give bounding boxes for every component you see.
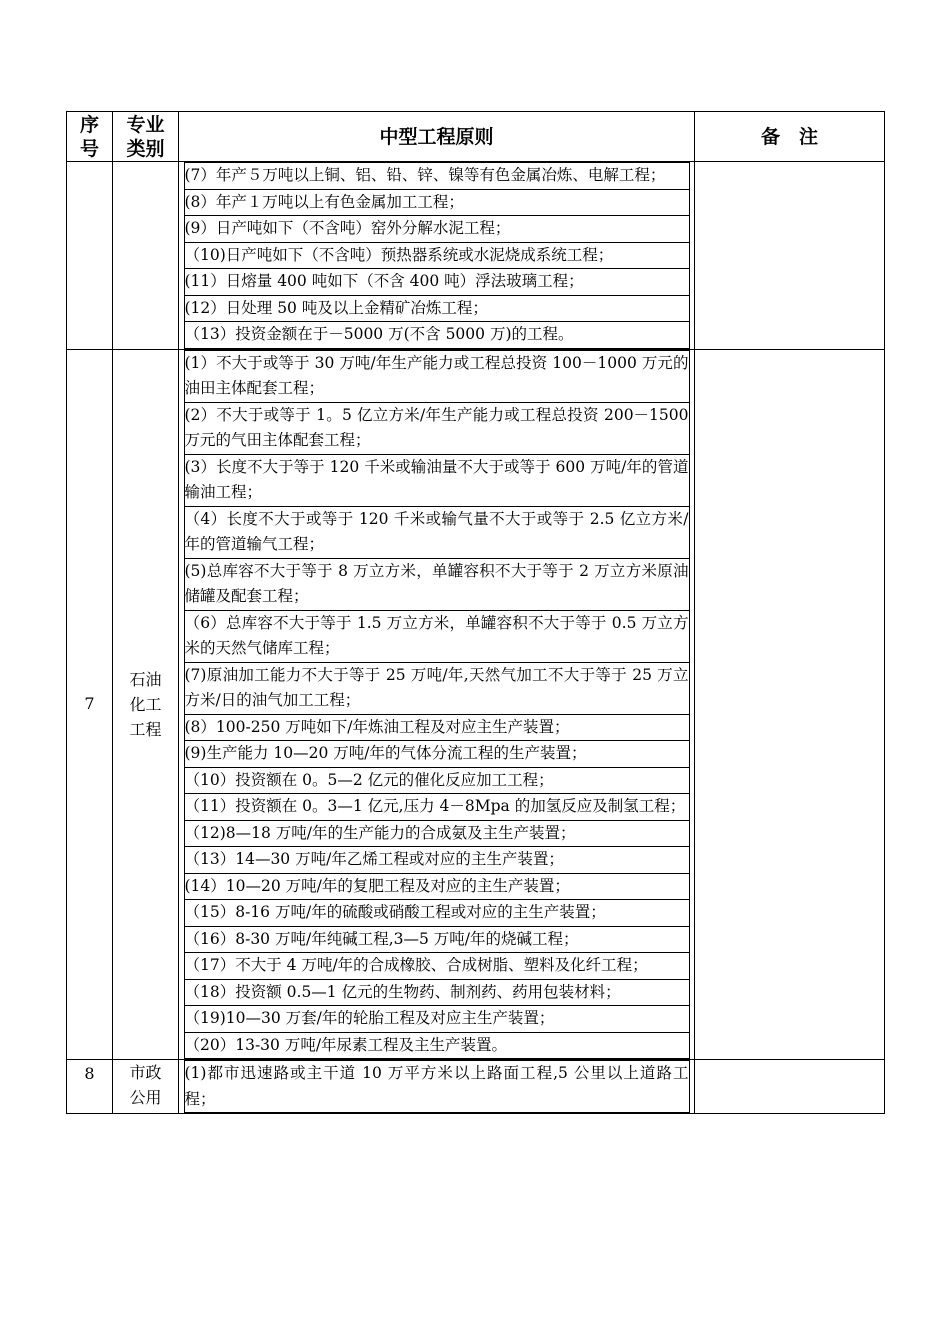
rule-row: [184, 558, 689, 610]
rule-item: (14）10—20 万吨/年的复肥工程及对应的主生产装置；: [184, 873, 689, 900]
rules-list: [184, 162, 690, 349]
section-note: [695, 1060, 885, 1114]
section-row: [67, 162, 885, 350]
rule-row: [184, 189, 689, 216]
rule-item: (7）年产５万吨以上铜、铝、铅、锌、镍等有色金属冶炼、电解工程；: [184, 163, 689, 190]
rule-item: （12)8—18 万吨/年的生产能力的合成氨及主生产装置；: [184, 820, 689, 847]
section-number: 8: [67, 1060, 113, 1114]
rule-row: [184, 350, 689, 402]
rule-row: [184, 610, 689, 662]
rule-row: [184, 322, 689, 349]
rule-row: [184, 926, 689, 953]
rule-item: (8）年产１万吨以上有色金属加工工程；: [184, 189, 689, 216]
rule-row: [184, 847, 689, 874]
rule-item: (8）100-250 万吨如下/年炼油工程及对应主生产装置；: [184, 714, 689, 741]
section-row: [67, 349, 885, 1060]
section-category: [113, 349, 179, 1060]
header-note: 备 注: [695, 112, 885, 162]
rule-row: [184, 820, 689, 847]
rule-item: (3）长度不大于等于 120 千米或输油量不大于或等于 600 万吨/年的管道输油工程；: [184, 454, 689, 506]
section-number: 7: [67, 349, 113, 1060]
section-rules: [179, 162, 695, 350]
rule-item: （6）总库容不大于等于 1.5 万立方米，单罐容积不大于等于 0.5 万立方米的天然气储库工程；: [184, 610, 689, 662]
section-category: [113, 162, 179, 350]
rule-row: [184, 454, 689, 506]
rule-row: [184, 402, 689, 454]
rule-item: （11）投资额在 0。3—1 亿元,压力 4－8Mpa 的加氢反应及制氢工程；: [184, 794, 689, 821]
rule-item: (1)都市迅速路或主干道 10 万平方米以上路面工程,5 公里以上道路工程；: [184, 1061, 689, 1113]
rule-row: [184, 900, 689, 927]
rule-row: [184, 242, 689, 269]
rule-item: （18）投资额 0.5—1 亿元的生物药、制剂药、药用包装材料；: [184, 979, 689, 1006]
table-header-row: [67, 112, 885, 162]
header-rule: 中型工程原则: [179, 112, 695, 162]
rule-item: (9）日产吨如下（不含吨）窑外分解水泥工程；: [184, 216, 689, 243]
rule-item: （16）8-30 万吨/年纯碱工程,3—5 万吨/年的烧碱工程；: [184, 926, 689, 953]
rule-row: [184, 163, 689, 190]
rule-item: （10)日产吨如下（不含吨）预热器系统或水泥烧成系统工程；: [184, 242, 689, 269]
rule-row: [184, 216, 689, 243]
rule-row: [184, 953, 689, 980]
header-num: 序号: [67, 112, 113, 162]
rule-row: [184, 1061, 689, 1113]
rule-row: [184, 714, 689, 741]
rule-item: (7)原油加工能力不大于等于 25 万吨/年,天然气加工不大于等于 25 万立方米/日的油气加工工程；: [184, 662, 689, 714]
section-category-label: 市政公用: [129, 1063, 162, 1107]
rule-item: （13）投资金额在于－5000 万(不含 5000 万)的工程。: [184, 322, 689, 349]
header-category: 专业类别: [113, 112, 179, 162]
section-note: [695, 162, 885, 350]
rule-row: [184, 767, 689, 794]
rule-row: [184, 741, 689, 768]
rule-row: [184, 295, 689, 322]
rule-item: (9)生产能力 10—20 万吨/年的气体分流工程的生产装置；: [184, 741, 689, 768]
section-rules: [179, 349, 695, 1060]
rule-row: [184, 979, 689, 1006]
rule-item: （13）14—30 万吨/年乙烯工程或对应的主生产装置；: [184, 847, 689, 874]
rule-item: (1）不大于或等于 30 万吨/年生产能力或工程总投资 100－1000 万元的油田主体配套工程；: [184, 350, 689, 402]
rule-item: (2）不大于或等于 1。5 亿立方米/年生产能力或工程总投资 200－1500 万元的气田主体配套工程；: [184, 402, 689, 454]
rule-row: [184, 662, 689, 714]
rule-row: [184, 873, 689, 900]
section-note: [695, 349, 885, 1060]
rule-item: （19)10—30 万套/年的轮胎工程及对应主生产装置；: [184, 1006, 689, 1033]
rule-row: [184, 794, 689, 821]
rule-item: （10）投资额在 0。5—2 亿元的催化反应加工工程；: [184, 767, 689, 794]
project-standards-table: [66, 111, 885, 1114]
section-row: [67, 1060, 885, 1114]
rule-item: (11）日熔量 400 吨如下（不含 400 吨）浮法玻璃工程；: [184, 269, 689, 296]
rule-item: （17）不大于 4 万吨/年的合成橡胶、合成树脂、塑料及化纤工程；: [184, 953, 689, 980]
rule-item: (5)总库容不大于等于 8 万立方米，单罐容积不大于等于 2 万立方米原油储罐及配套工程；: [184, 558, 689, 610]
section-rules: [179, 1060, 695, 1114]
section-category: [113, 1060, 179, 1114]
section-number: [67, 162, 113, 350]
rule-item: （15）8-16 万吨/年的硫酸或硝酸工程或对应的主生产装置；: [184, 900, 689, 927]
section-category-label: 石油化工工程: [129, 669, 162, 739]
rule-row: [184, 1006, 689, 1033]
rule-row: [184, 1032, 689, 1059]
rule-item: (12）日处理 50 吨及以上金精矿冶炼工程；: [184, 295, 689, 322]
rule-item: （20）13-30 万吨/年尿素工程及主生产装置。: [184, 1032, 689, 1059]
rule-row: [184, 506, 689, 558]
rules-list: [184, 350, 690, 1060]
rules-list: [184, 1060, 690, 1113]
rule-item: （4）长度不大于或等于 120 千米或输气量不大于或等于 2.5 亿立方米/年的管道输气工程；: [184, 506, 689, 558]
rule-row: [184, 269, 689, 296]
